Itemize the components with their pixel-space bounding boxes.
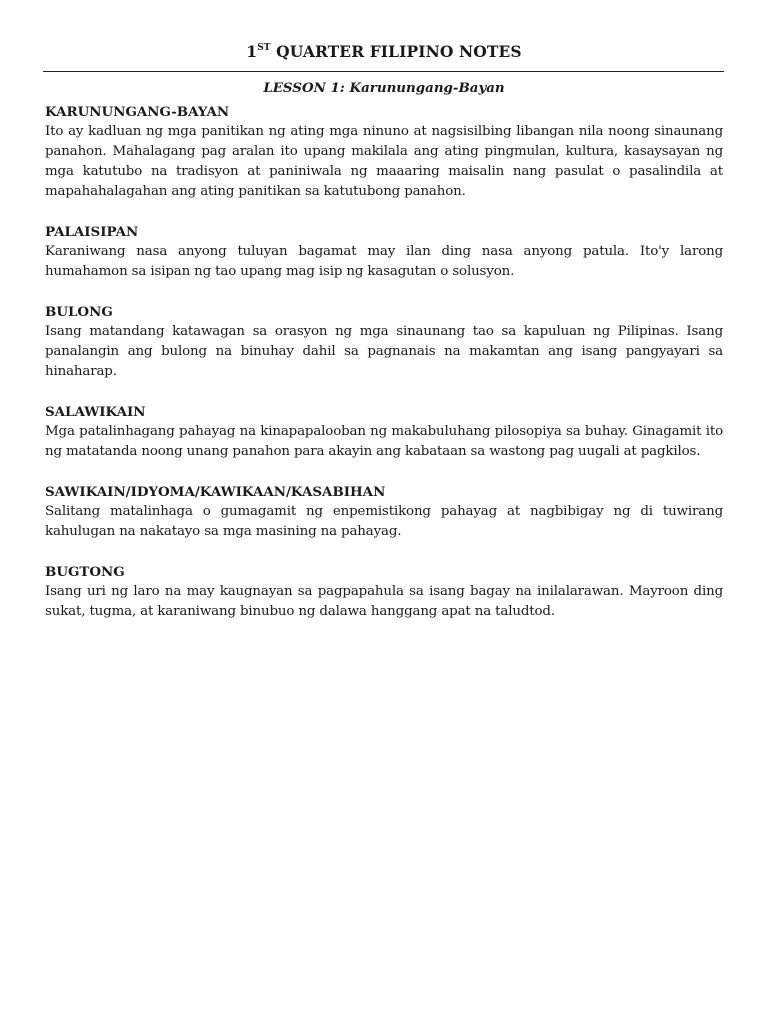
section-term: BULONG	[45, 304, 113, 320]
section-term: SAWIKAIN/IDYOMA/KAWIKAAN/KASABIHAN	[45, 484, 386, 500]
title-divider	[43, 71, 724, 72]
section-text: Isang matandang katawagan sa orasyon ng mga sinaunang tao sa kapuluan ng Pilipinas. Isang panalangin ang bulong na binuhay dahil sa pagnanais na makamtan ang isang pangyayari sa hinaharap.	[45, 324, 723, 379]
section-text: Ito ay kadluan ng mga panitikan ng ating mga ninuno at nagsisilbing libangan nila noong sinaunang panahon. Mahalagang pag aralan ito upang makilala ang ating pingmulan, kultura, kasaysayan ng mga katutubo na tradisyon at paniniwala ng maaaring maisalin nang pasulat o pasalindila at mapahahalagahan ang ating panitikan sa katutubong panahon.	[45, 124, 723, 199]
title-ordinal: ST	[257, 43, 271, 53]
section-term: PALAISIPAN	[45, 224, 139, 240]
page-title	[0, 42, 768, 61]
section-term: BUGTONG	[45, 564, 125, 580]
section-text: Mga patalinhagang pahayag na kinapapalooban ng makabuluhang pilosopiya sa buhay. Ginagamit ito ng matatanda noong unang panahon para akayin ang kabataan sa wastong pag uugali at pagkilos.	[45, 424, 723, 459]
section-term: SALAWIKAIN	[45, 404, 146, 420]
section-sawikain	[45, 482, 723, 542]
section-salawikain	[45, 402, 723, 462]
section-bugtong	[45, 562, 723, 622]
title-text: QUARTER FILIPINO NOTES	[270, 42, 522, 61]
section-palaisipan	[45, 222, 723, 282]
section-karunungang-bayan	[45, 102, 723, 202]
title-number: 1	[246, 42, 258, 61]
section-text: Isang uri ng laro na may kaugnayan sa pagpapahula sa isang bagay na inilalarawan. Mayroon ding sukat, tugma, at karaniwang binubuo ng dalawa hanggang apat na taludtod.	[45, 584, 723, 619]
notes-body	[45, 102, 723, 642]
lesson-heading: LESSON 1: Karunungang-Bayan	[263, 80, 505, 96]
section-term: KARUNUNGANG-BAYAN	[45, 104, 230, 120]
section-bulong	[45, 302, 723, 382]
section-text: Salitang matalinhaga o gumagamit ng enpemistikong pahayag at nagbibigay ng di tuwirang kahulugan na nakatayo sa mga masining na pahayag.	[45, 504, 723, 539]
section-text: Karaniwang nasa anyong tuluyan bagamat may ilan ding nasa anyong patula. Ito'y larong humahamon sa isipan ng tao upang mag isip ng kasagutan o solusyon.	[45, 244, 723, 279]
